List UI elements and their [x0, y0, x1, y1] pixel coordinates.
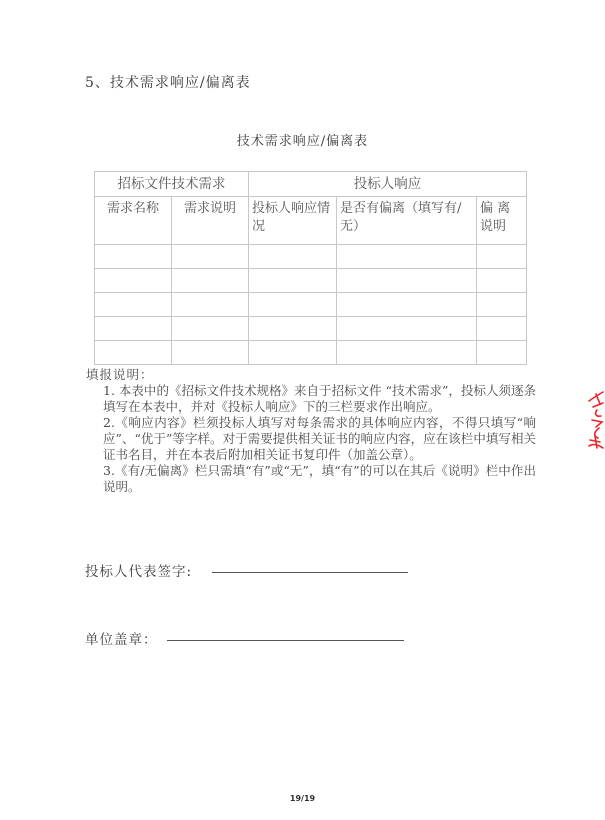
signature-line[interactable]	[212, 572, 408, 573]
table-row	[95, 293, 527, 317]
table-row	[95, 341, 527, 365]
instruction-item-1: 1. 本表中的《招标文件技术规格》来自于招标文件 “技术需求”，投标人须逐条填写在本表中，并对《投标人响应》下的三栏要求作出响应。	[103, 383, 536, 414]
table-row	[95, 245, 527, 269]
seal-label: 单位盖章：	[85, 632, 158, 648]
response-deviation-table	[94, 171, 527, 365]
instructions-title: 填报说明：	[86, 367, 154, 382]
col-header-deviation-notes: 偏 离说明	[477, 197, 527, 245]
filling-instructions	[86, 367, 536, 495]
table-row	[95, 269, 527, 293]
col-header-requirement-description: 需求说明	[172, 197, 249, 245]
seal-line[interactable]	[167, 640, 404, 641]
red-stamp-icon	[584, 390, 605, 450]
col-header-requirement-name: 需求名称	[95, 197, 172, 245]
table-row	[95, 317, 527, 341]
group-header-requirements: 招标文件技术需求	[95, 172, 249, 197]
col-header-deviation-yes-no: 是否有偏离（填写有/无）	[337, 197, 477, 245]
table-title: 技术需求响应/偏离表	[236, 134, 369, 149]
instruction-item-3: 3.《有/无偏离》栏只需填“有”或“无”，填“有”的可以在其后《说明》栏中作出说明。	[103, 463, 536, 494]
section-heading: 5、技术需求响应/偏离表	[85, 75, 251, 91]
instruction-item-2: 2.《响应内容》栏须投标人填写对每条需求的具体响应内容，不得只填写“响应”、“优于”等字样。对于需要提供相关证书的响应内容，应在该栏中填写相关证书名目，并在本表后附加相关证书复印件（加盖公章）。	[103, 415, 536, 462]
page-number: 19/19	[289, 794, 316, 803]
col-header-response-status: 投标人响应情况	[249, 197, 337, 245]
group-header-bidder-response: 投标人响应	[249, 172, 527, 197]
signature-label: 投标人代表签字:	[85, 564, 193, 580]
